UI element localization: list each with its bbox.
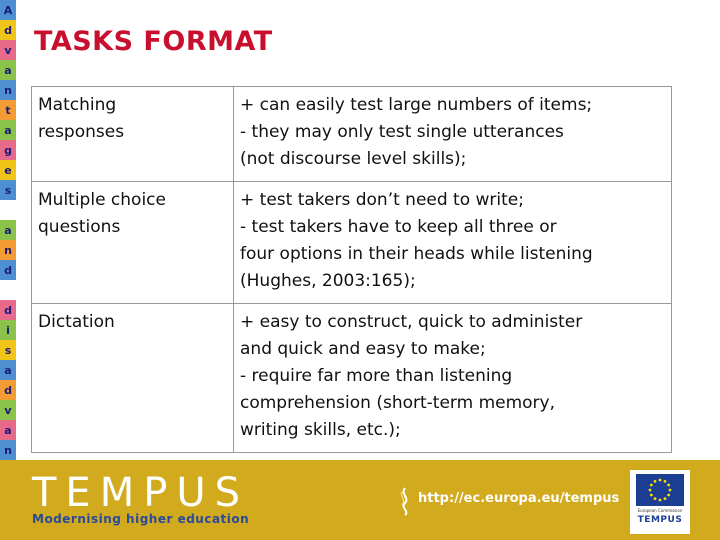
format-cell	[32, 87, 234, 182]
strip-letter: d	[0, 260, 16, 280]
strip-letter: s	[0, 340, 16, 360]
strip-letter: A	[0, 0, 16, 20]
table-row	[32, 87, 672, 182]
side-letter-strip	[0, 0, 16, 540]
note-line: writing skills, etc.);	[240, 420, 401, 440]
strip-letter: g	[0, 140, 16, 160]
eu-star	[654, 497, 657, 500]
eu-star	[664, 497, 667, 500]
strip-letter: v	[0, 40, 16, 60]
note-line: (not discourse level skills);	[240, 149, 467, 169]
tempus-url-link[interactable]: http://ec.europa.eu/tempus	[418, 491, 620, 506]
note-line: - require far more than listening	[240, 366, 513, 386]
strip-letter: d	[0, 380, 16, 400]
strip-letter: t	[0, 100, 16, 120]
strip-letter: a	[0, 220, 16, 240]
strip-letter: a	[0, 360, 16, 380]
tasks-format-table	[31, 86, 672, 453]
strip-letter: a	[0, 420, 16, 440]
format-line: Dictation	[38, 312, 115, 332]
eu-star	[650, 494, 653, 497]
note-line: + can easily test large numbers of items;	[240, 95, 593, 115]
note-line: + test takers don’t need to write;	[240, 190, 524, 210]
tempus-logo: TEMPUS	[32, 470, 250, 516]
format-cell	[32, 182, 234, 304]
notes-cell	[234, 87, 672, 182]
strip-letter: a	[0, 120, 16, 140]
eu-star	[659, 479, 662, 482]
strip-letter: d	[0, 300, 16, 320]
strip-letter	[0, 280, 16, 300]
eu-star	[667, 494, 670, 497]
eu-star	[667, 484, 670, 487]
eu-star	[654, 480, 657, 483]
note-line: - they may only test single utterances	[240, 122, 564, 142]
note-line: + easy to construct, quick to administer	[240, 312, 583, 332]
table-row	[32, 182, 672, 304]
eu-star	[649, 489, 652, 492]
strip-letter: n	[0, 80, 16, 100]
eu-commission-logo	[630, 470, 690, 534]
page-title: TASKS FORMAT	[34, 26, 273, 57]
swirl-icon	[398, 486, 412, 516]
table-row	[32, 304, 672, 453]
eu-star	[659, 499, 662, 502]
strip-letter: d	[0, 20, 16, 40]
strip-letter: v	[0, 400, 16, 420]
eu-star	[664, 480, 667, 483]
format-line: responses	[38, 122, 125, 142]
note-line: - test takers have to keep all three or	[240, 217, 557, 237]
format-cell	[32, 304, 234, 453]
strip-letter: e	[0, 160, 16, 180]
eu-flag-icon	[636, 474, 684, 506]
strip-letter: s	[0, 180, 16, 200]
note-line: (Hughes, 2003:165);	[240, 271, 416, 291]
footer-banner	[0, 460, 720, 540]
format-line: Multiple choice	[38, 190, 166, 210]
strip-letter: i	[0, 320, 16, 340]
note-line: four options in their heads while listening	[240, 244, 593, 264]
strip-letter	[0, 200, 16, 220]
strip-letter: a	[0, 60, 16, 80]
eu-caption: European Commission	[637, 508, 683, 513]
notes-cell	[234, 182, 672, 304]
format-line: questions	[38, 217, 121, 237]
eu-star	[650, 484, 653, 487]
eu-star	[669, 489, 672, 492]
tempus-tagline: Modernising higher education	[32, 512, 250, 526]
notes-cell	[234, 304, 672, 453]
note-line: and quick and easy to make;	[240, 339, 486, 359]
format-line: Matching	[38, 95, 117, 115]
strip-letter: n	[0, 440, 16, 460]
note-line: comprehension (short-term memory,	[240, 393, 556, 413]
strip-letter: n	[0, 240, 16, 260]
eu-tempus-label: TEMPUS	[637, 515, 683, 525]
